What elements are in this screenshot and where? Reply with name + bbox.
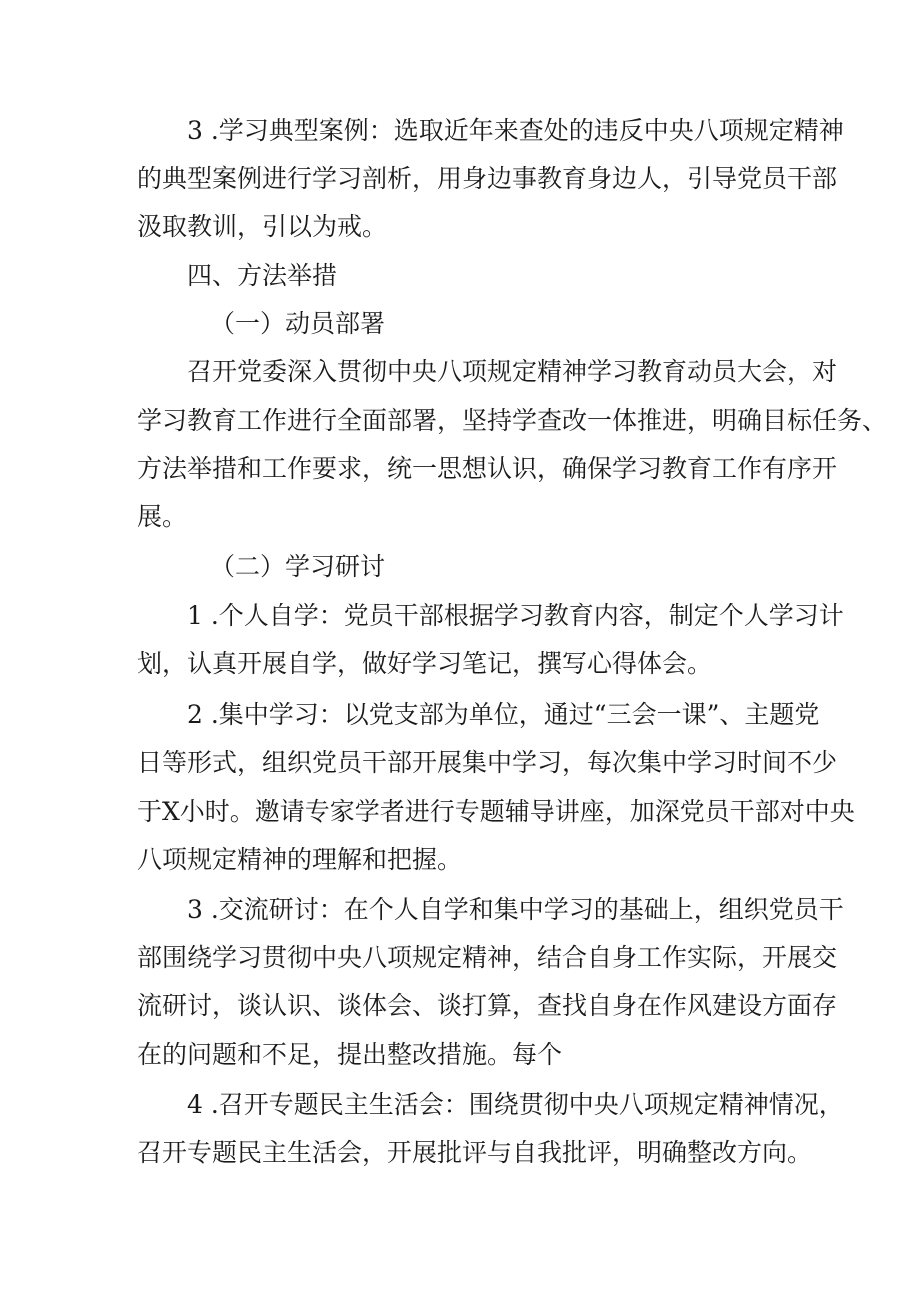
exchange-discussion-item-line-3: 流研讨，谈认识、谈体会、谈打算，查找自身在作风建设方面存 (137, 991, 838, 1020)
exchange-discussion-item-line-2: 部围绕学习贯彻中央八项规定精神，结合自身工作实际，开展交 (137, 943, 838, 972)
subheading-mobilization: （一）动员部署 (210, 309, 386, 338)
section-heading-methods: 四、方法举措 (187, 261, 338, 290)
self-study-item-line-2: 划，认真开展自学，做好学习笔记，撰写心得体会。 (137, 649, 713, 678)
subheading-study-discussion: （二）学习研讨 (210, 552, 386, 581)
mobilization-paragraph-line-4: 展。 (137, 502, 188, 531)
case-study-item-line-2: 的典型案例进行学习剖析，用身边事教育身边人，引导党员干部 (137, 164, 838, 193)
exchange-discussion-item-line-1: 3 .交流研讨：在个人自学和集中学习的基础上，组织党员干 (187, 895, 844, 924)
group-study-item-line-4: 八项规定精神的理解和把握。 (137, 845, 463, 874)
life-meeting-item-line-2: 召开专题民主生活会，开展批评与自我批评，明确整改方向。 (137, 1138, 813, 1167)
mobilization-paragraph-line-3: 方法举措和工作要求，统一思想认识，确保学习教育工作有序开 (137, 454, 838, 483)
group-study-item-line-2: 日等形式，组织党员干部开展集中学习，每次集中学习时间不少 (137, 748, 838, 777)
life-meeting-item-line-1: 4 .召开专题民主生活会：围绕贯彻中央八项规定精神情况， (187, 1090, 844, 1119)
mobilization-paragraph-line-1: 召开党委深入贯彻中央八项规定精神学习教育动员大会，对 (187, 357, 838, 386)
case-study-item-line-1: 3 .学习典型案例：选取近年来查处的违反中央八项规定精神 (187, 116, 844, 145)
case-study-item-line-3: 汲取教训，引以为戒。 (137, 212, 388, 241)
self-study-item-line-1: 1 .个人自学：党员干部根据学习教育内容，制定个人学习计 (187, 601, 844, 630)
mobilization-paragraph-line-2: 学习教育工作进行全面部署，坚持学查改一体推进，明确目标任务、 (137, 406, 888, 435)
group-study-item-line-3: 于X小时。邀请专家学者进行专题辅导讲座，加深党员干部对中央 (137, 797, 855, 826)
exchange-discussion-item-line-4: 在的问题和不足，提出整改措施。每个 (137, 1040, 563, 1069)
group-study-item-line-1: 2 .集中学习：以党支部为单位，通过“三会一课”、主题党 (187, 700, 820, 729)
